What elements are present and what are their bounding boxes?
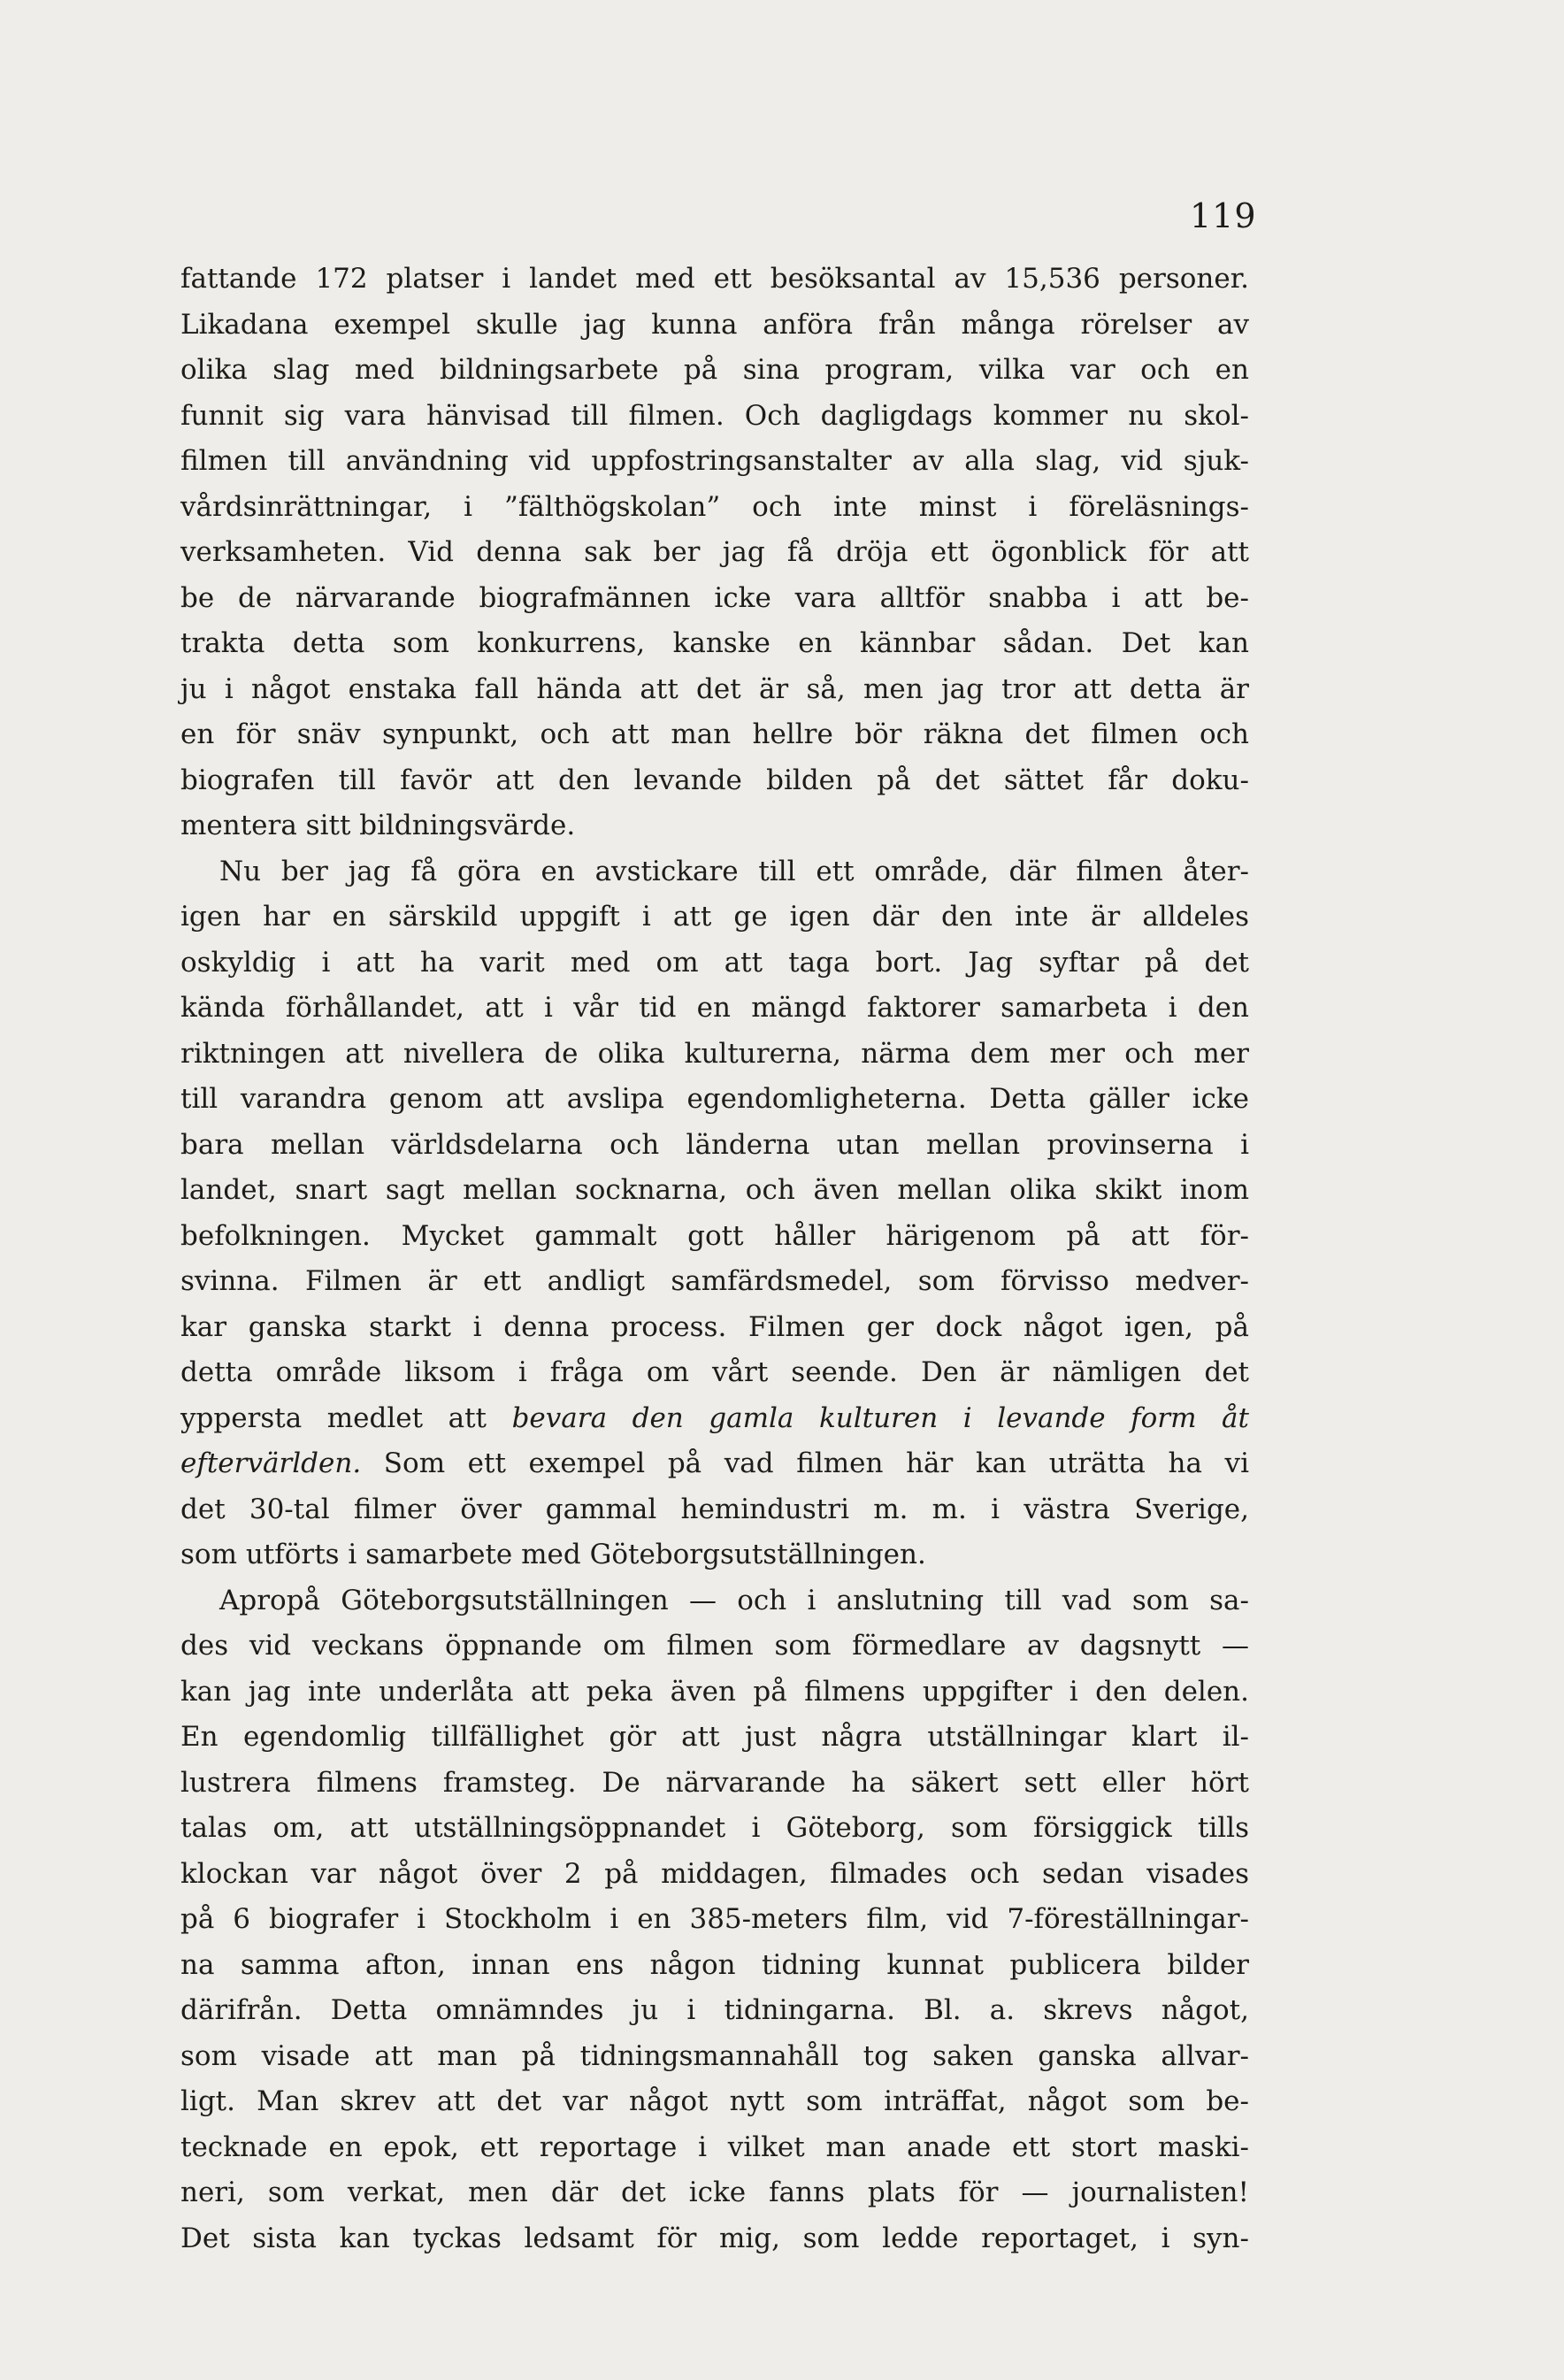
- text-segment: Som ett exempel på vad filmen här kan uträtta ha vi: [361, 1447, 1249, 1479]
- text-line: mentera sitt bildningsvärde.: [180, 810, 576, 841]
- text-line: det 30-tal filmer över gammal hemindustri m. m. i västra Sverige,: [180, 1493, 1249, 1525]
- text-line: Nu ber jag få göra en avstickare till ett område, där filmen åter-: [219, 855, 1249, 887]
- text-line: [180, 1441, 1249, 1487]
- text-line: filmen till användning vid uppfostringsanstalter av alla slag, vid sjuk-: [180, 445, 1249, 477]
- text-line: befolkningen. Mycket gammalt gott håller härigenom på att för-: [180, 1219, 1249, 1252]
- text-line: riktningen att nivellera de olika kulturerna, närma dem mer och mer: [180, 1037, 1249, 1070]
- text-line: neri, som verkat, men där det icke fanns plats för — journalisten!: [180, 2177, 1249, 2208]
- text-line: vårdsinrättningar, i ”fälthögskolan” och inte minst i föreläsnings-: [180, 490, 1249, 523]
- text-line: därifrån. Detta omnämndes ju i tidningarna. Bl. a. skrevs något,: [180, 1994, 1249, 2026]
- text-line: olika slag med bildningsarbete på sina program, vilka var och en: [180, 354, 1249, 386]
- italic-phrase: bevara den gamla kulturen i levande form åt: [511, 1401, 1249, 1434]
- text-line: [180, 1396, 1249, 1442]
- text-line: landet, snart sagt mellan socknarna, och även mellan olika skikt inom: [180, 1174, 1249, 1206]
- text-line: klockan var något över 2 på middagen, filmades och sedan visades: [180, 1857, 1249, 1890]
- text-line: Det sista kan tyckas ledsamt för mig, som ledde reportaget, i syn-: [180, 2222, 1249, 2254]
- text-line: biografen till favör att den levande bilden på det sättet får doku-: [180, 764, 1249, 796]
- text-line: funnit sig vara hänvisad till filmen. Och dagligdags kommer nu skol-: [180, 399, 1249, 432]
- text-line: Likadana exempel skulle jag kunna anföra från många rörelser av: [180, 308, 1249, 341]
- text-line: En egendomlig tillfällighet gör att just några utställningar klart il-: [180, 1721, 1249, 1753]
- text-line: på 6 biografer i Stockholm i en 385-meters film, vid 7-föreställningar-: [180, 1903, 1249, 1935]
- text-line: des vid veckans öppnande om filmen som förmedlare av dagsnytt —: [180, 1630, 1249, 1662]
- text-line: be de närvarande biografmännen icke vara alltför snabba i att be-: [180, 581, 1249, 614]
- text-line: oskyldig i att ha varit med om att taga bort. Jag syftar på det: [180, 946, 1249, 979]
- text-line: detta område liksom i fråga om vårt seende. Den är nämligen det: [180, 1356, 1249, 1388]
- text-line: kända förhållandet, att i vår tid en mängd faktorer samarbeta i den: [180, 992, 1249, 1024]
- text-segment: yppersta medlet att: [180, 1401, 512, 1434]
- text-line: ligt. Man skrev att det var något nytt som inträffat, något som be-: [180, 2085, 1249, 2117]
- text-line: en för snäv synpunkt, och att man hellre bör räkna det filmen och: [180, 718, 1249, 750]
- text-line: till varandra genom att avslipa egendomligheterna. Detta gäller icke: [180, 1083, 1249, 1115]
- body-text: [180, 257, 1249, 2261]
- text-line: som utförts i samarbete med Göteborgsutställningen.: [180, 1539, 926, 1570]
- text-line: som visade att man på tidningsmannahåll tog saken ganska allvar-: [180, 2039, 1249, 2072]
- text-line: verksamheten. Vid denna sak ber jag få dröja ett ögonblick för att: [180, 536, 1249, 568]
- text-line: trakta detta som konkurrens, kanske en kännbar sådan. Det kan: [180, 627, 1249, 659]
- text-line: fattande 172 platser i landet med ett besöksantal av 15,536 personer.: [180, 263, 1249, 295]
- text-line: ju i något enstaka fall hända att det är så, men jag tror att detta är: [180, 672, 1249, 705]
- italic-phrase: eftervärlden.: [180, 1447, 362, 1479]
- text-line: igen har en särskild uppgift i att ge igen där den inte är alldeles: [180, 901, 1249, 933]
- text-line: na samma afton, innan ens någon tidning kunnat publicera bilder: [180, 1948, 1249, 1981]
- page-number: 119: [1190, 196, 1257, 235]
- text-line: tecknade en epok, ett reportage i vilket man anade ett stort maski-: [180, 2130, 1249, 2163]
- text-line: talas om, att utställningsöppnandet i Göteborg, som försiggick tills: [180, 1812, 1249, 1844]
- text-line: bara mellan världsdelarna och länderna utan mellan provinserna i: [180, 1128, 1249, 1161]
- text-line: lustrera filmens framsteg. De närvarande ha säkert sett eller hört: [180, 1766, 1249, 1799]
- text-line: svinna. Filmen är ett andligt samfärdsmedel, som förvisso medver-: [180, 1265, 1249, 1297]
- text-line: kan jag inte underlåta att peka även på filmens uppgifter i den delen.: [180, 1675, 1249, 1708]
- text-line: Apropå Göteborgsutställningen — och i anslutning till vad som sa-: [219, 1584, 1249, 1616]
- text-line: kar ganska starkt i denna process. Filmen ger dock något igen, på: [180, 1310, 1249, 1343]
